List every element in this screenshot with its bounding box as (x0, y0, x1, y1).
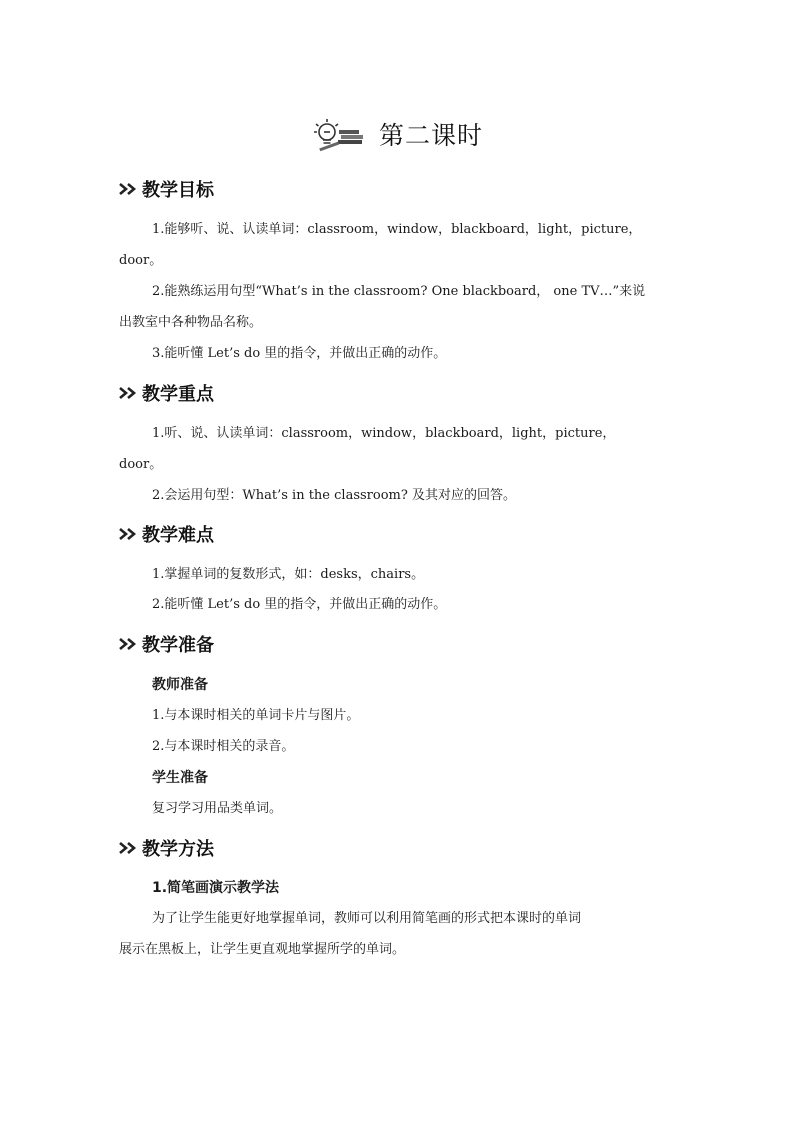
title-row (0, 112, 794, 156)
section-heading-label: 教学重点 (142, 384, 214, 405)
key-point-item-1-line-1: 1.听、说、认读单词：classroom，window，blackboard，light，picture， (152, 426, 616, 441)
objective-item-1-line-2: door。 (119, 253, 163, 268)
section-heading-label: 教学难点 (142, 525, 214, 546)
double-chevron-icon (119, 841, 141, 855)
teacher-preparation-item-2: 2.与本课时相关的录音。 (152, 739, 295, 754)
page-title: 第二课时 (378, 121, 483, 150)
objective-item-3: 3.能听懂 Let’s do 里的指令，并做出正确的动作。 (152, 346, 447, 361)
section-heading-difficulties (119, 521, 214, 547)
section-heading-methods (119, 835, 214, 861)
section-heading-label: 教学方法 (142, 839, 214, 860)
text: 1.能够听、说、认读单词：classroom，window，blackboard，light，picture， (152, 222, 642, 237)
section-heading-label: 教学准备 (142, 635, 214, 656)
double-chevron-icon (119, 527, 141, 541)
difficulty-item-2: 2.能听懂 Let’s do 里的指令，并做出正确的动作。 (152, 597, 447, 612)
difficulty-item-1: 1.掌握单词的复数形式，如：desks，chairs。 (152, 567, 425, 582)
objective-item-1-line-1 (152, 220, 674, 240)
key-point-item-1-line-2: door。 (119, 457, 163, 472)
double-chevron-icon (119, 637, 141, 651)
method-1-line-1: 为了让学生能更好地掌握单词，教师可以利用简笔画的形式把本课时的单词 (152, 911, 582, 926)
section-heading-preparation (119, 631, 214, 657)
section-heading-key-points (119, 380, 214, 406)
double-chevron-icon (119, 182, 141, 196)
double-chevron-icon (119, 386, 141, 400)
student-preparation-label: 学生准备 (152, 770, 208, 786)
method-1-line-2: 展示在黑板上，让学生更直观地掌握所学的单词。 (119, 942, 406, 957)
teacher-preparation-item-1: 1.与本课时相关的单词卡片与图片。 (152, 708, 360, 723)
lightbulb-books-icon (311, 116, 367, 152)
key-point-item-2: 2.会运用句型：What’s in the classroom? 及其对应的回答。 (152, 488, 516, 503)
section-heading-objectives (119, 176, 214, 202)
objective-item-2-line-1: 2.能熟练运用句型“What’s in the classroom? One blackboard， one TV…”来说 (152, 284, 646, 299)
student-preparation-item-1: 复习学习用品类单词。 (152, 801, 283, 816)
objective-item-2-line-2: 出教室中各种物品名称。 (119, 315, 263, 330)
section-heading-label: 教学目标 (142, 180, 214, 201)
method-1-title: 1.简笔画演示教学法 (152, 880, 280, 896)
teacher-preparation-label: 教师准备 (152, 677, 208, 693)
